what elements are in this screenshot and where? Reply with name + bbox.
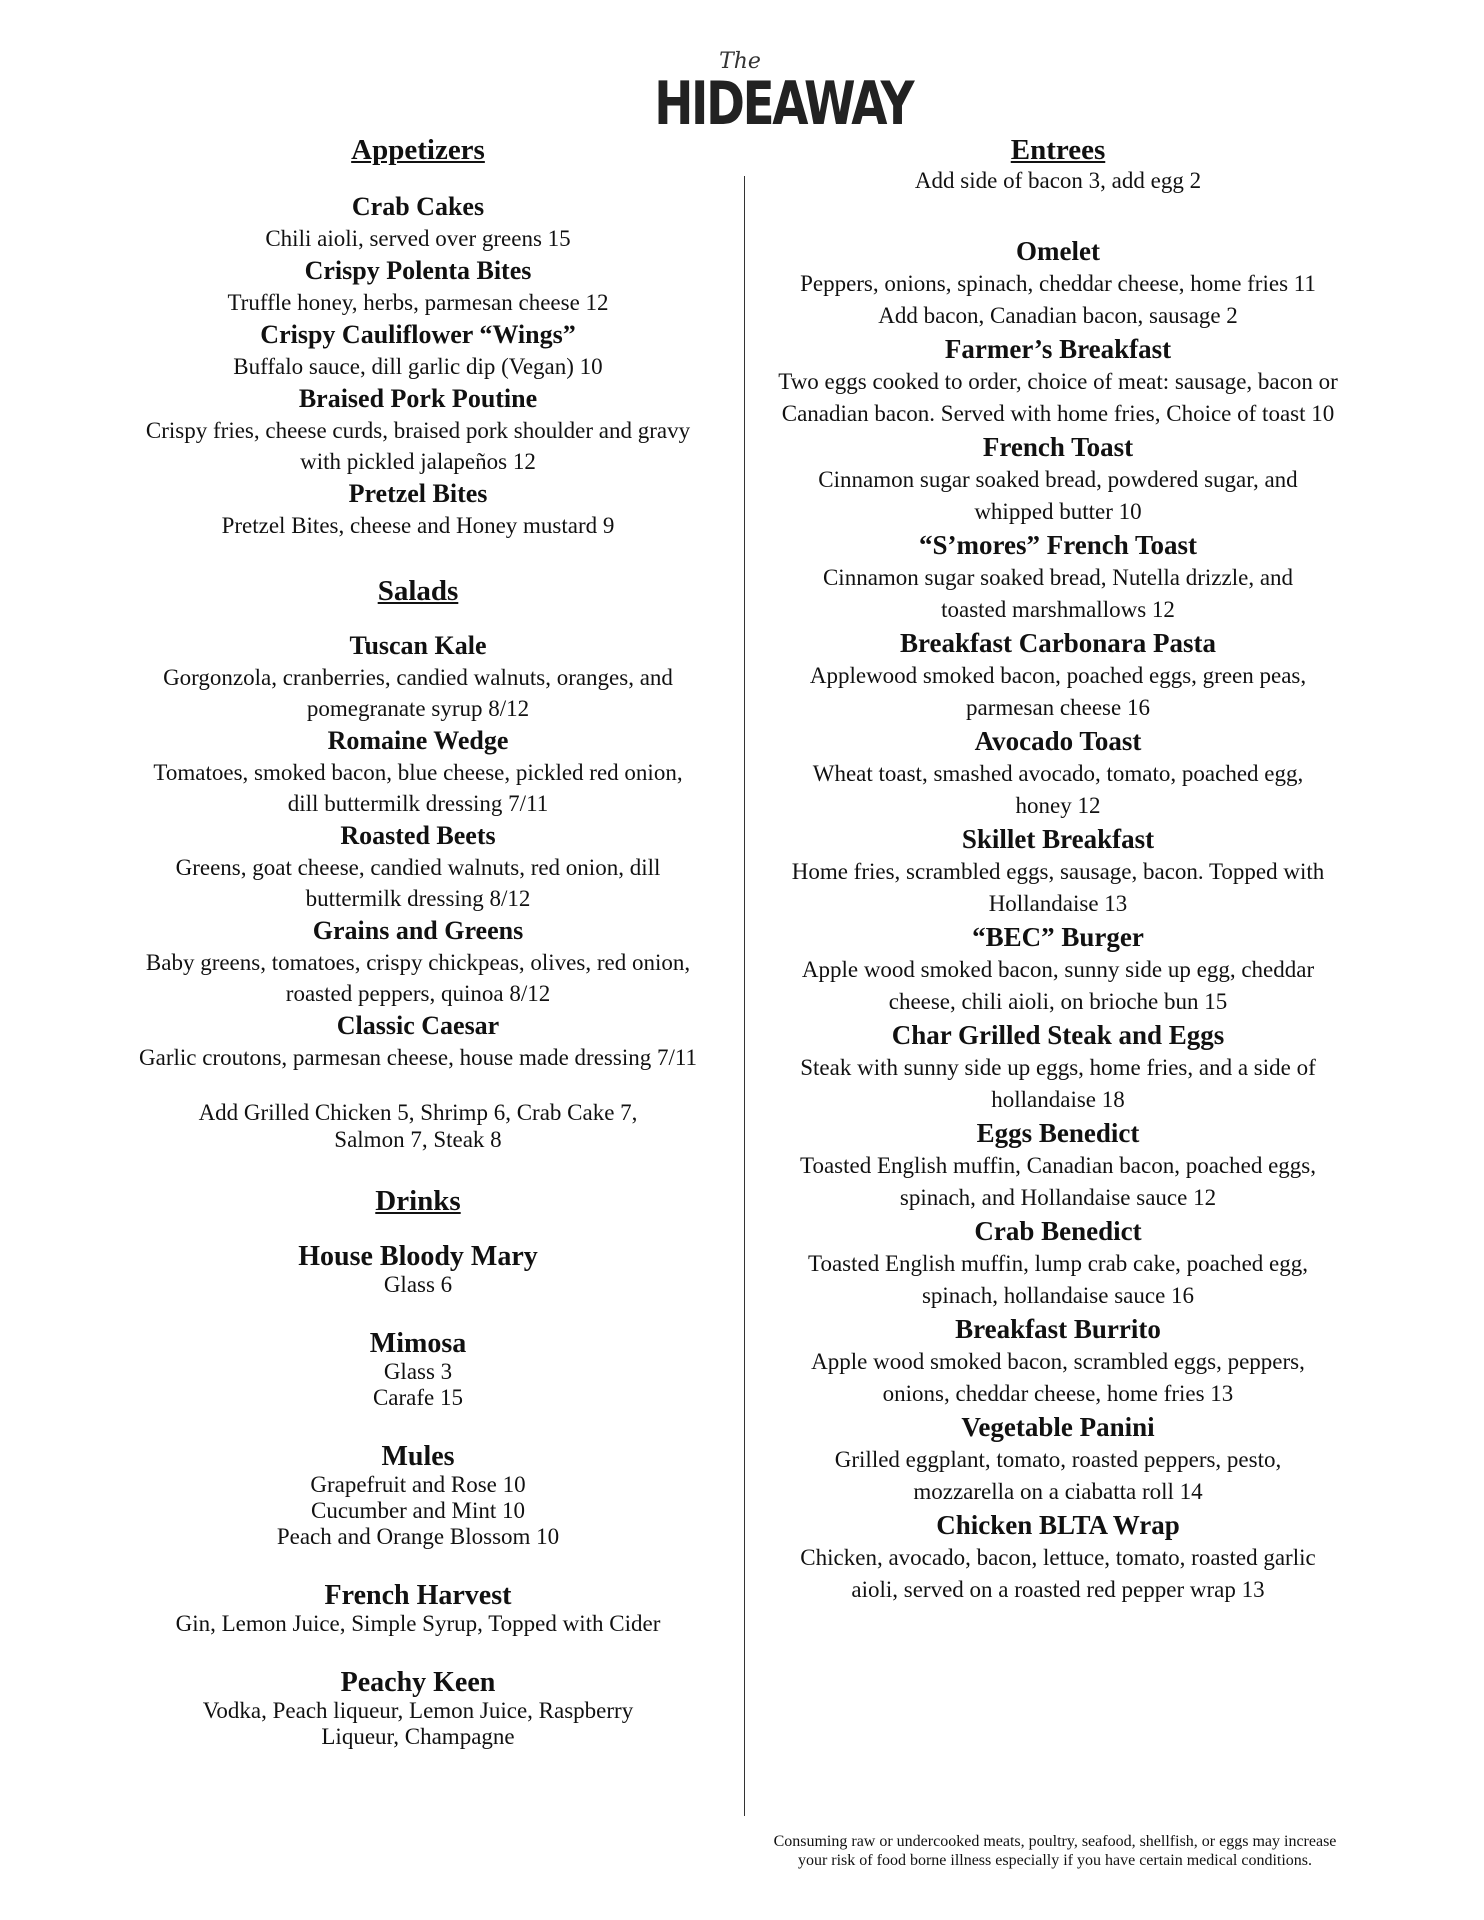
- item-name: Crispy Polenta Bites: [304, 256, 532, 285]
- drink-item: [108, 1241, 728, 1298]
- section-title-drinks: Drinks: [375, 1185, 461, 1217]
- item-desc: Cinnamon sugar soaked bread, Nutella drizzle, and toasted marshmallows 12: [822, 565, 1294, 622]
- item-name: Crispy Cauliflower “Wings”: [260, 320, 576, 349]
- column-divider: [744, 176, 745, 1816]
- item-desc: Peppers, onions, spinach, cheddar cheese, home fries 11 Add bacon, Canadian bacon, sausage 2: [800, 271, 1316, 328]
- item-name: Crab Benedict: [974, 1216, 1142, 1246]
- drink-name: Mimosa: [369, 1328, 467, 1359]
- menu-item: [108, 1009, 728, 1073]
- entrees-note: Add side of bacon 3, add egg 2: [914, 168, 1202, 193]
- drink-name: French Harvest: [324, 1580, 512, 1611]
- item-name: Braised Pork Poutine: [298, 384, 538, 413]
- menu-item: [758, 1116, 1358, 1214]
- item-name: Roasted Beets: [340, 821, 496, 850]
- item-desc: Gorgonzola, cranberries, candied walnuts, oranges, and pomegranate syrup 8/12: [163, 665, 673, 721]
- item-name: Classic Caesar: [336, 1011, 500, 1040]
- drink-name: House Bloody Mary: [298, 1241, 538, 1272]
- menu-item: [108, 819, 728, 914]
- menu-item: [758, 332, 1358, 430]
- menu-item: [758, 822, 1358, 920]
- menu-item: [758, 1214, 1358, 1312]
- drink-line: Carafe 15: [372, 1385, 464, 1410]
- logo-the: The: [719, 49, 761, 74]
- item-desc: Two eggs cooked to order, choice of meat: sausage, bacon or Canadian bacon. Served with home fries, Choice of toast 10: [778, 369, 1338, 426]
- item-desc: Wheat toast, smashed avocado, tomato, poached egg, honey 12: [812, 761, 1304, 818]
- drink-line: Vodka, Peach liqueur, Lemon Juice, Raspberry Liqueur, Champagne: [202, 1698, 634, 1749]
- item-name: Avocado Toast: [974, 726, 1142, 756]
- item-desc: Chicken, avocado, bacon, lettuce, tomato, roasted garlic aioli, served on a roasted red pepper wrap 13: [800, 1545, 1316, 1602]
- menu-item: [758, 920, 1358, 1018]
- drink-line: Peach and Orange Blossom 10: [276, 1524, 560, 1549]
- section-title-salads: Salads: [377, 575, 459, 607]
- menu-item: [758, 724, 1358, 822]
- menu-item: [108, 477, 728, 541]
- item-desc: Chili aioli, served over greens 15: [265, 226, 571, 251]
- drink-name: Peachy Keen: [340, 1667, 496, 1698]
- drink-line: Grapefruit and Rose 10: [310, 1472, 526, 1497]
- item-desc: Pretzel Bites, cheese and Honey mustard 9: [221, 513, 615, 538]
- item-name: Grains and Greens: [312, 916, 524, 945]
- item-name: Omelet: [1016, 236, 1100, 266]
- right-column: [758, 132, 1358, 1606]
- drink-item: [108, 1441, 728, 1550]
- menu-item: [758, 234, 1358, 332]
- menu-item: [758, 1312, 1358, 1410]
- menu-item: [108, 382, 728, 477]
- menu-item: [108, 629, 728, 724]
- item-desc: Greens, goat cheese, candied walnuts, red onion, dill buttermilk dressing 8/12: [175, 855, 661, 911]
- item-name: Romaine Wedge: [327, 726, 509, 755]
- drink-line: Glass 3: [383, 1359, 453, 1384]
- item-desc: Cinnamon sugar soaked bread, powdered sugar, and whipped butter 10: [818, 467, 1298, 524]
- drink-item: [108, 1580, 728, 1637]
- section-title-entrees: Entrees: [1010, 134, 1106, 166]
- menu-item: [758, 1018, 1358, 1116]
- item-desc: Steak with sunny side up eggs, home fries, and a side of hollandaise 18: [800, 1055, 1316, 1112]
- item-desc: Apple wood smoked bacon, scrambled eggs, peppers, onions, cheddar cheese, home fries 13: [811, 1349, 1305, 1406]
- menu-item: [758, 528, 1358, 626]
- item-desc: Grilled eggplant, tomato, roasted peppers, pesto, mozzarella on a ciabatta roll 14: [834, 1447, 1282, 1504]
- item-name: Crab Cakes: [351, 192, 485, 221]
- drink-line: Gin, Lemon Juice, Simple Syrup, Topped with Cider: [175, 1611, 661, 1636]
- item-desc: Toasted English muffin, lump crab cake, poached egg, spinach, hollandaise sauce 16: [808, 1251, 1308, 1308]
- item-name: Tuscan Kale: [349, 631, 487, 660]
- item-desc: Home fries, scrambled eggs, sausage, bacon. Topped with Hollandaise 13: [791, 859, 1325, 916]
- item-desc: Apple wood smoked bacon, sunny side up egg, cheddar cheese, chili aioli, on brioche bun 15: [801, 957, 1315, 1014]
- item-name: Char Grilled Steak and Eggs: [891, 1020, 1225, 1050]
- item-name: Vegetable Panini: [961, 1412, 1155, 1442]
- item-desc: Toasted English muffin, Canadian bacon, poached eggs, spinach, and Hollandaise sauce 12: [800, 1153, 1316, 1210]
- item-desc: Tomatoes, smoked bacon, blue cheese, pickled red onion, dill buttermilk dressing 7/11: [153, 760, 683, 816]
- item-name: “S’mores” French Toast: [918, 530, 1197, 560]
- menu-item: [108, 254, 728, 318]
- left-column: [108, 132, 728, 1750]
- salad-addon: Add Grilled Chicken 5, Shrimp 6, Crab Cake 7, Salmon 7, Steak 8: [198, 1100, 638, 1152]
- item-name: Breakfast Burrito: [955, 1314, 1161, 1344]
- menu-item: [758, 1508, 1358, 1606]
- item-name: Farmer’s Breakfast: [944, 334, 1172, 364]
- drink-line: Cucumber and Mint 10: [311, 1498, 525, 1523]
- item-desc: Truffle honey, herbs, parmesan cheese 12: [227, 290, 609, 315]
- item-name: Pretzel Bites: [348, 479, 488, 508]
- menu-item: [758, 626, 1358, 724]
- item-name: Breakfast Carbonara Pasta: [900, 628, 1216, 658]
- item-name: Skillet Breakfast: [961, 824, 1155, 854]
- item-desc: Crispy fries, cheese curds, braised pork shoulder and gravy with pickled jalapeños 12: [145, 418, 691, 474]
- menu-item: [758, 430, 1358, 528]
- item-name: “BEC” Burger: [972, 922, 1144, 952]
- drink-line: Glass 6: [383, 1272, 453, 1297]
- item-desc: Applewood smoked bacon, poached eggs, green peas, parmesan cheese 16: [809, 663, 1307, 720]
- item-desc: Buffalo sauce, dill garlic dip (Vegan) 10: [233, 354, 603, 379]
- item-name: Chicken BLTA Wrap: [936, 1510, 1180, 1540]
- item-name: Eggs Benedict: [976, 1118, 1140, 1148]
- menu-item: [108, 724, 728, 819]
- menu-item: [108, 190, 728, 254]
- food-safety-disclaimer: Consuming raw or undercooked meats, poultry, seafood, shellfish, or eggs may increase your risk of food borne illness especially if you have certain medical conditions.: [773, 1833, 1337, 1869]
- menu-item: [108, 914, 728, 1009]
- item-desc: Baby greens, tomatoes, crispy chickpeas, olives, red onion, roasted peppers, quinoa 8/12: [145, 950, 691, 1006]
- menu-item: [108, 318, 728, 382]
- item-desc: Garlic croutons, parmesan cheese, house made dressing 7/11: [139, 1045, 697, 1070]
- drink-item: [108, 1667, 728, 1750]
- drink-item: [108, 1328, 728, 1411]
- drink-name: Mules: [381, 1441, 455, 1472]
- item-name: French Toast: [982, 432, 1134, 462]
- logo-name: HIDEAWAY: [654, 69, 913, 139]
- menu-item: [758, 1410, 1358, 1508]
- section-title-appetizers: Appetizers: [351, 134, 485, 166]
